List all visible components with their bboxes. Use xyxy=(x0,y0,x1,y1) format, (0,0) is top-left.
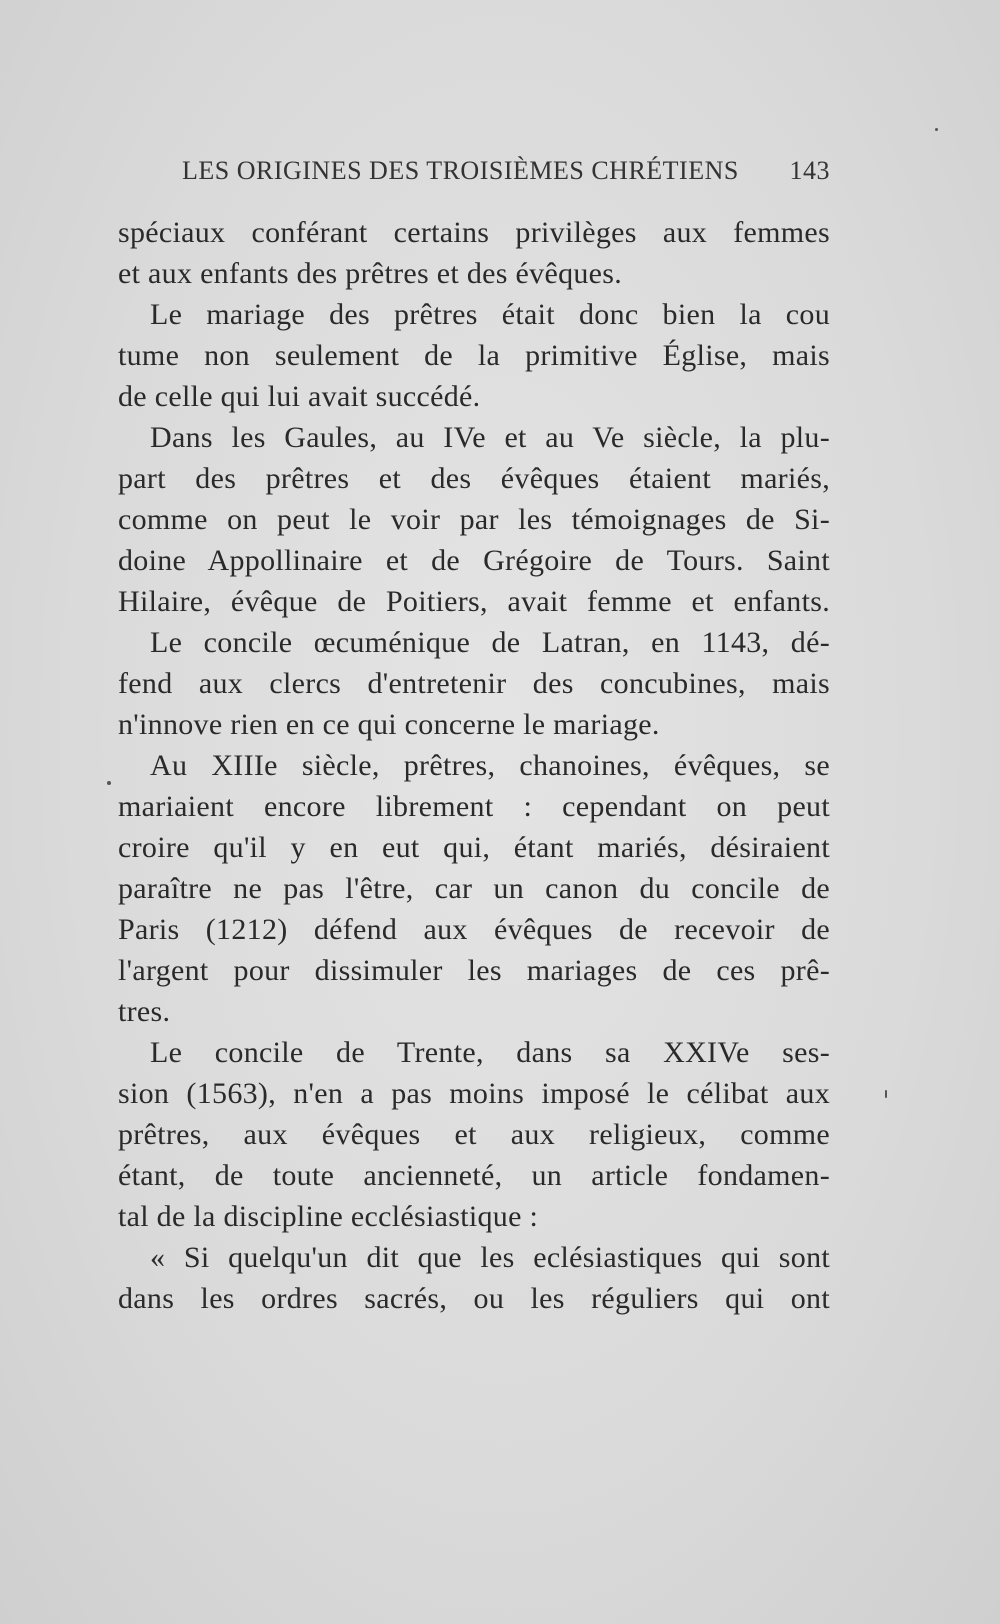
text-line: spéciaux conférant certains privilèges aux femmes xyxy=(118,216,830,249)
text-line: dans les ordres sacrés, ou les réguliers qui ont xyxy=(118,1282,830,1315)
text-line: tume non seulement de la primitive Église, mais xyxy=(118,339,830,372)
text-line: tal de la discipline ecclésiastique : xyxy=(118,1200,539,1233)
text-line: de celle qui lui avait succédé. xyxy=(118,380,481,413)
text-line: prêtres, aux évêques et aux religieux, comme xyxy=(118,1118,830,1151)
paper-speck xyxy=(885,1090,887,1098)
text-line: fend aux clercs d'entretenir des concubines, mais xyxy=(118,667,830,700)
text-line: Hilaire, évêque de Poitiers, avait femme et enfants. xyxy=(118,585,830,618)
text-line: « Si quelqu'un dit que les eclésiastiques qui sont xyxy=(150,1241,830,1274)
paper-speck xyxy=(107,781,111,785)
text-line: paraître ne pas l'être, car un canon du concile de xyxy=(118,872,830,905)
paper-speck xyxy=(935,128,938,131)
text-line: étant, de toute ancienneté, un article fondamen- xyxy=(118,1159,830,1192)
text-line: Le mariage des prêtres était donc bien la cou xyxy=(150,298,830,331)
text-line: Dans les Gaules, au IVe et au Ve siècle, la plu- xyxy=(150,421,830,454)
text-line: comme on peut le voir par les témoignages de Si- xyxy=(118,503,830,536)
page-number: 143 xyxy=(789,156,830,185)
running-head xyxy=(182,150,830,190)
text-line: croire qu'il y en eut qui, étant mariés, désiraient xyxy=(118,831,830,864)
text-line: sion (1563), n'en a pas moins imposé le célibat aux xyxy=(118,1077,830,1110)
text-line: part des prêtres et des évêques étaient mariés, xyxy=(118,462,830,495)
body-text xyxy=(118,212,830,1319)
text-line: Au XIIIe siècle, prêtres, chanoines, évêques, se xyxy=(150,749,830,782)
text-line: Paris (1212) défend aux évêques de recevoir de xyxy=(118,913,830,946)
text-line: l'argent pour dissimuler les mariages de ces prê- xyxy=(118,954,830,987)
text-line: tres. xyxy=(118,995,171,1028)
text-line: Le concile œcuménique de Latran, en 1143, dé- xyxy=(150,626,830,659)
text-line: Le concile de Trente, dans sa XXIVe ses- xyxy=(150,1036,830,1069)
text-line: mariaient encore librement : cependant on peut xyxy=(118,790,830,823)
text-line: doine Appollinaire et de Grégoire de Tours. Saint xyxy=(118,544,830,577)
running-head-title: LES ORIGINES DES TROISIÈMES CHRÉTIENS xyxy=(182,156,739,185)
text-line: n'innove rien en ce qui concerne le mariage. xyxy=(118,708,660,741)
text-line: et aux enfants des prêtres et des évêques. xyxy=(118,257,623,290)
